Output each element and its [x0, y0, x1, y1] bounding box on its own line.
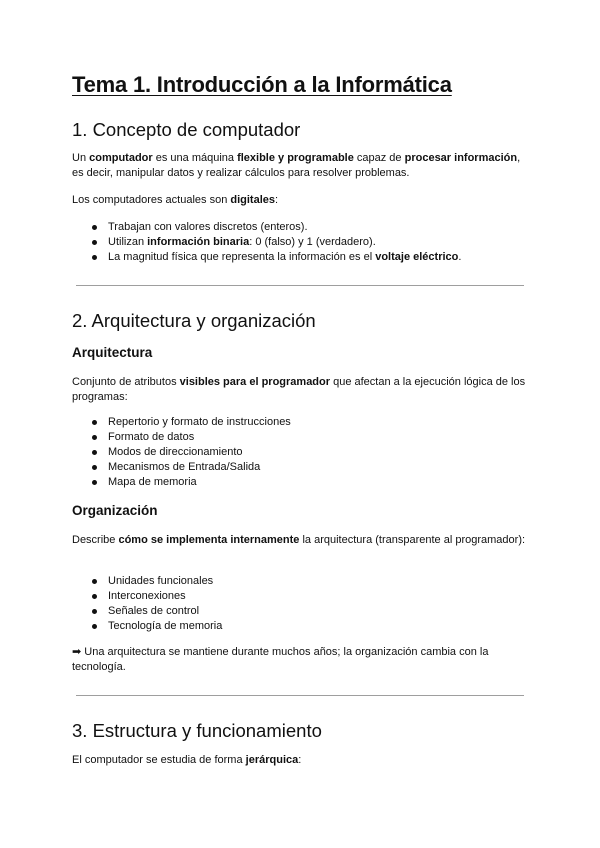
section-3-paragraph: El computador se estudia de forma jerárquica:: [72, 754, 302, 766]
page-title: Tema 1. Introducción a la Informática: [72, 72, 452, 97]
section-1-paragraph-2: Los computadores actuales son digitales:: [72, 194, 279, 206]
list-item: Mecanismos de Entrada/Salida: [72, 460, 291, 475]
organization-subheading: Organización: [72, 503, 158, 518]
section-divider: [76, 285, 524, 286]
architecture-paragraph: Conjunto de atributos visibles para el programador que afectan a la ejecución lógica de los programas:: [72, 376, 526, 403]
list-item: Trabajan con valores discretos (enteros).: [72, 220, 461, 235]
organization-paragraph: Describe cómo se implementa internamente la arquitectura (transparente al programador):: [72, 534, 526, 546]
architecture-subheading: Arquitectura: [72, 345, 153, 360]
section-divider: [76, 695, 524, 696]
list-item: Señales de control: [72, 604, 222, 619]
section-1-heading: 1. Concepto de computador: [72, 119, 301, 140]
section-2-heading: 2. Arquitectura y organización: [72, 310, 316, 331]
list-item: Repertorio y formato de instrucciones: [72, 415, 291, 430]
list-item: Modos de direccionamiento: [72, 445, 291, 460]
architecture-note: ➡ Una arquitectura se mantiene durante muchos años; la organización cambia con la tecnología.: [72, 646, 489, 673]
right-arrow-icon: ➡: [72, 646, 82, 658]
architecture-list: [72, 415, 291, 490]
list-item: La magnitud física que representa la información es el voltaje eléctrico.: [72, 250, 461, 265]
list-item: Unidades funcionales: [72, 574, 222, 589]
list-item: Utilizan información binaria: 0 (falso) y 1 (verdadero).: [72, 235, 461, 250]
section-1-paragraph-1: Un computador es una máquina flexible y programable capaz de procesar información, es decir, manipular datos y realizar cálculos para resolver problemas.: [72, 152, 521, 179]
list-item: Interconexiones: [72, 589, 222, 604]
list-item: Tecnología de memoria: [72, 619, 222, 634]
list-item: Formato de datos: [72, 430, 291, 445]
section-1-bullet-list: [72, 220, 461, 265]
list-item: Mapa de memoria: [72, 475, 291, 490]
organization-list: [72, 574, 222, 634]
section-3-heading: 3. Estructura y funcionamiento: [72, 720, 322, 741]
